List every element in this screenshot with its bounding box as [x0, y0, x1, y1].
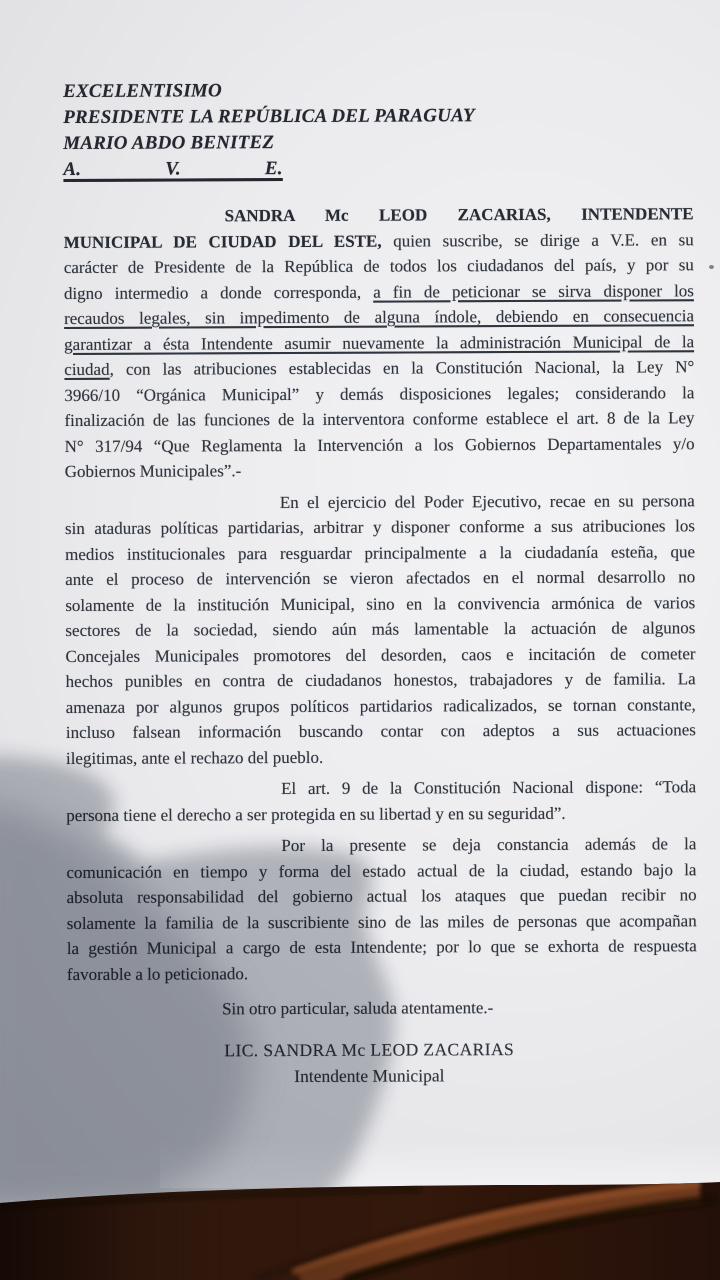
- paragraph-1: [64, 201, 695, 484]
- wood-edge-dark-line: [0, 1189, 420, 1207]
- doc-line: sin ataduras políticas partidarias, arbitrar y disponer conforme a sus atribuciones los: [64, 516, 695, 538]
- addressee-line-3: MARIO ABDO BENITEZ: [63, 132, 275, 154]
- wood-groove-lower: [345, 1199, 715, 1280]
- paragraph-3: [66, 774, 696, 828]
- doc-line: solamente de la institución Municipal, sino en la convivencia armónica de varios: [65, 592, 696, 615]
- doc-line: sectores de la sociedad, siendo aún más lamentable la actuación de algunos: [65, 618, 696, 640]
- addressee-line-1: EXCELENTISIMO: [63, 80, 222, 102]
- doc-line: digno intermedio a donde corresponda, a fin de peticionar se sirva disponer los: [63, 280, 694, 303]
- doc-line: garantizar a ésta Intendente asumir nuevamente la administración Municipal de la: [64, 331, 695, 354]
- addressee-line-2: PRESIDENTE LA REPÚBLICA DEL PARAGUAY: [63, 105, 475, 128]
- doc-line: favorable a lo peticionado.: [66, 963, 249, 984]
- doc-line: N° 317/94 “Que Reglamenta la Intervención a los Gobiernos Departamentales y/o: [64, 433, 695, 456]
- signature-block: [54, 1035, 684, 1090]
- doc-line: la gestión Municipal a cargo de esta Intendente; por lo que se exhorta de respuesta: [66, 936, 697, 958]
- salutation-ave: A. V. E.: [63, 158, 283, 180]
- paragraph-2: [65, 488, 696, 771]
- doc-line: incluso falsean información buscando contar con adeptos a sus actuaciones: [65, 720, 696, 742]
- wood-surface: [0, 1182, 720, 1280]
- wood-trim-bright-edge: [292, 1184, 700, 1272]
- wood-trim-highlight: [300, 1191, 700, 1280]
- doc-line: recaudos legales, sin impedimento de alguna índole, debiendo en consecuencia: [64, 306, 695, 328]
- doc-line: SANDRA Mc LEOD ZACARIAS, INTENDENTE: [224, 204, 694, 226]
- doc-line: ante el proceso de intervención se vieron afectados en el normal desarrollo no: [65, 567, 696, 589]
- doc-line: ilegitimas, ante el rechazo del pueblo.: [65, 747, 324, 768]
- signature-title: Intendente Municipal: [294, 1064, 445, 1086]
- doc-line: ciudad, con las atribuciones establecidas en la Constitución Nacional, la Ley N°: [64, 357, 695, 379]
- doc-line: El art. 9 de la Constitución Nacional dispone: “Toda: [281, 777, 697, 799]
- doc-line: En el ejercicio del Poder Ejecutivo, recae en su persona: [279, 490, 695, 512]
- doc-line: solamente la familia de la suscribiente sino de las miles de personas que acompañan: [66, 910, 697, 933]
- doc-line: persona tiene el derecho a ser protegida en su libertad y en su seguridad”.: [66, 803, 566, 825]
- doc-line: comunicación en tiempo y forma del estado actual de la ciudad, estando bajo la: [66, 859, 697, 882]
- doc-line: carácter de Presidente de la República de todos los ciudadanos del país, y por su: [63, 255, 694, 277]
- paragraph-4: [66, 831, 697, 987]
- wood-left-shadow: [0, 1180, 420, 1280]
- paper-edge-highlight: [160, 1140, 720, 1188]
- closing-line: Sin otro particular, saluda atentamente.-: [222, 998, 494, 1019]
- wood-groove-upper: [255, 1186, 690, 1280]
- doc-line: 3966/10 “Orgánica Municipal” y demás disposiciones legales; considerando la: [64, 382, 695, 405]
- doc-line: hechos punibles en contra de ciudadanos honestos, trabajadores y de familia. La: [65, 669, 696, 691]
- doc-line: Gobiernos Municipales”.-: [64, 461, 242, 481]
- doc-line: medios institucionales para resguardar principalmente a la ciudadanía esteña, que: [65, 541, 696, 564]
- doc-line: absoluta responsabilidad del gobierno actual los ataques que puedan recibir no: [66, 885, 697, 907]
- signature-name: LIC. SANDRA Mc LEOD ZACARIAS: [224, 1038, 515, 1060]
- letter-content: [63, 76, 697, 1089]
- doc-line: MUNICIPAL DE CIUDAD DEL ESTE, quien suscribe, se dirige a V.E. en su: [63, 229, 694, 252]
- doc-line: Concejales Municipales promotores del desorden, caos e incitación de cometer: [65, 643, 696, 666]
- doc-line: Por la presente se deja constancia además de la: [281, 834, 697, 856]
- doc-line: amenaza por algunos grupos políticos partidarios radicalizados, se tornan constante,: [65, 694, 696, 717]
- addressee-block: [63, 76, 693, 183]
- paper-speck: [709, 265, 714, 269]
- doc-line: finalización de las funciones de la interventora conforme establece el art. 8 de la Ley: [64, 408, 695, 430]
